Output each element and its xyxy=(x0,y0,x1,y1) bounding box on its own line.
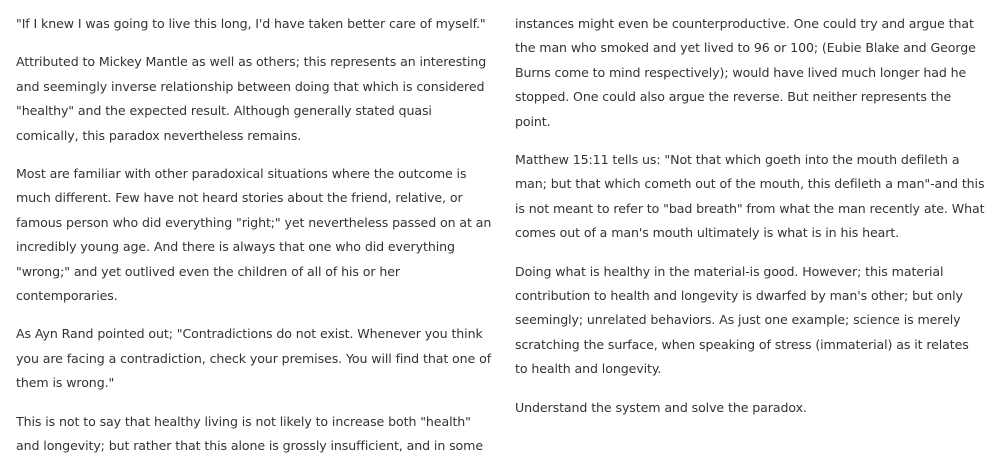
body-paragraph: instances might even be counterproductive. One could try and argue that the man who smoked and yet lived to 96 or 100; (Eubie Blake and George Burns come to mind respectively); would have lived much longer had he stopped. One could also argue the reverse. But neither represents the point. xyxy=(515,16,976,129)
body-paragraph: Most are familiar with other paradoxical situations where the outcome is much different. Few have not heard stories about the friend, relative, or famous person who did everything "right;" yet nevertheless passed on at an incredibly young age. And there is always that one who did everything "wrong;" and yet outlived even the children of all of his or her contemporaries. xyxy=(16,166,492,304)
body-paragraph: Doing what is healthy in the material-is good. However; this material contribution to health and longevity is dwarfed by man's other; but only seemingly; unrelated behaviors. As just one example; science is merely scratching the surface, when speaking of stress (immaterial) as it relates to health and longevity. xyxy=(515,263,969,377)
body-paragraph: This is not to say that healthy living is not likely to increase both "health" and longevity; but rather that this alone is grossly insufficient, and in some xyxy=(16,413,483,454)
closing-paragraph: Understand the system and solve the paradox. xyxy=(515,399,807,415)
left-column xyxy=(16,12,496,473)
quote-paragraph: "If I knew I was going to live this long, I'd have taken better care of myself." xyxy=(16,16,486,31)
right-column xyxy=(515,12,985,434)
body-paragraph: Attributed to Mickey Mantle as well as others; this represents an interesting and seemingly inverse relationship between doing that which is considered "healthy" and the expected result. Although generally stated quasi comically, this paradox nevertheless remains. xyxy=(16,54,487,143)
body-paragraph: Matthew 15:11 tells us: "Not that which goeth into the mouth defileth a man; but that which cometh out of the mouth, this defileth a man"-and this is not meant to refer to "bad breath" from what the man recently ate. What comes out of a man's mouth ultimately is what is in his heart. xyxy=(515,152,985,241)
body-paragraph: As Ayn Rand pointed out; "Contradictions do not exist. Whenever you think you are facing a contradiction, check your premises. You will find that one of them is wrong." xyxy=(16,326,492,391)
